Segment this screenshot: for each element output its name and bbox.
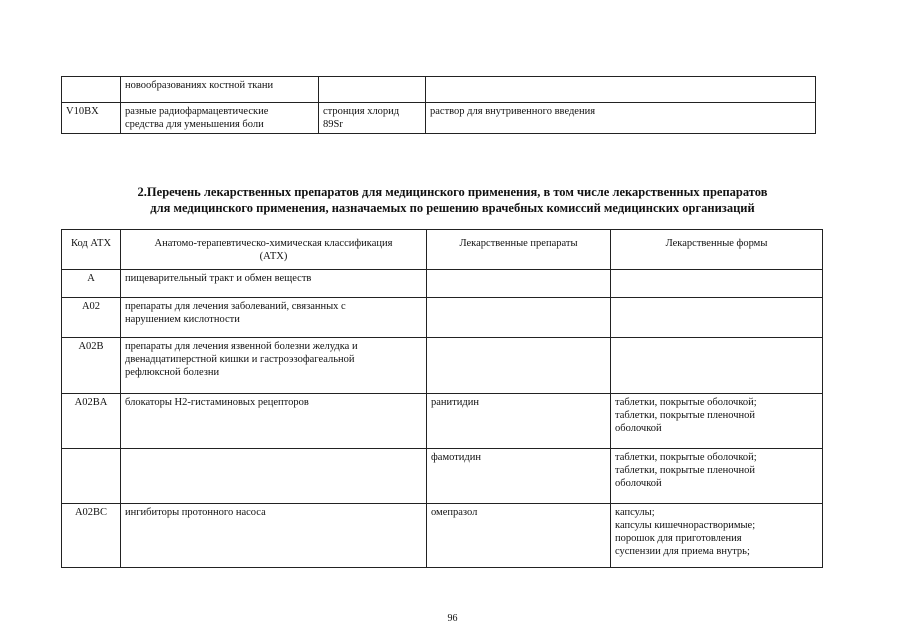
- drug-cell: ранитидин: [427, 394, 611, 449]
- drug-cell: фамотидин: [427, 449, 611, 504]
- classification-cell: новообразованиях костной ткани: [121, 77, 319, 103]
- classification-cell: препараты для лечения заболеваний, связанных с нарушением кислотности: [121, 298, 427, 338]
- form-cell: таблетки, покрытые оболочкой; таблетки, покрытые пленочной оболочкой: [611, 449, 823, 504]
- classification-cell: [121, 449, 427, 504]
- page-number: 96: [447, 613, 458, 624]
- form-cell: таблетки, покрытые оболочкой; таблетки, покрытые пленочной оболочкой: [611, 394, 823, 449]
- code-cell: [62, 449, 121, 504]
- header-forms: Лекарственные формы: [611, 230, 823, 270]
- classification-cell: пищеварительный тракт и обмен веществ: [121, 270, 427, 298]
- code-cell: A02BA: [62, 394, 121, 449]
- classification-cell: препараты для лечения язвенной болезни желудка и двенадцатиперстной кишки и гастроэзофагеальной рефлюксной болезни: [121, 338, 427, 394]
- drug-cell: [319, 77, 426, 103]
- table-row: [62, 449, 823, 504]
- table-row: [62, 394, 823, 449]
- table-row: [62, 77, 816, 103]
- table-row: [62, 270, 823, 298]
- form-cell: раствор для внутривенного введения: [426, 103, 816, 134]
- table-row: [62, 504, 823, 568]
- table-row: [62, 103, 816, 134]
- code-cell: [62, 77, 121, 103]
- drug-cell: [427, 298, 611, 338]
- section-heading: [40, 184, 865, 216]
- drug-cell: [427, 338, 611, 394]
- drug-cell: омепразол: [427, 504, 611, 568]
- drug-cell: [427, 270, 611, 298]
- top-table-continuation: [61, 76, 816, 134]
- heading-line-2: для медицинского применения, назначаемых по решению врачебных комиссий медицинских организаций: [150, 201, 755, 215]
- form-cell: [611, 298, 823, 338]
- form-cell: [611, 338, 823, 394]
- code-cell: V10BX: [62, 103, 121, 134]
- table-header-row: [62, 230, 823, 270]
- medications-table: [61, 229, 823, 568]
- classification-cell: разные радиофармацевтические средства для уменьшения боли: [121, 103, 319, 134]
- classification-cell: блокаторы H2-гистаминовых рецепторов: [121, 394, 427, 449]
- header-classification: Анатомо-терапевтическо-химическая классификация (АТХ): [121, 230, 427, 270]
- code-cell: A02BC: [62, 504, 121, 568]
- code-cell: A: [62, 270, 121, 298]
- classification-cell: ингибиторы протонного насоса: [121, 504, 427, 568]
- form-cell: капсулы; капсулы кишечнорастворимые; порошок для приготовления суспензии для приема внутрь;: [611, 504, 823, 568]
- code-cell: A02: [62, 298, 121, 338]
- table-row: [62, 338, 823, 394]
- header-drugs: Лекарственные препараты: [427, 230, 611, 270]
- code-cell: A02B: [62, 338, 121, 394]
- heading-line-1: 2.Перечень лекарственных препаратов для медицинского применения, в том числе лекарственных препаратов: [137, 185, 768, 199]
- table-row: [62, 298, 823, 338]
- drug-cell: стронция хлорид 89Sr: [319, 103, 426, 134]
- form-cell: [426, 77, 816, 103]
- form-cell: [611, 270, 823, 298]
- header-code: Код АТХ: [62, 230, 121, 270]
